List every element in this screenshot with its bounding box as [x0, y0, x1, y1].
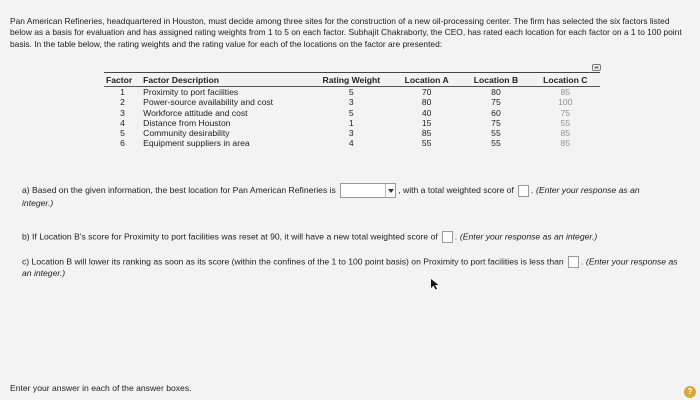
table-row [104, 138, 600, 148]
copy-table-icon[interactable] [592, 64, 601, 71]
cell-location-a: 80 [421, 97, 432, 108]
header-location-a: Location A [392, 73, 461, 87]
cell-weight: 4 [348, 138, 354, 149]
best-location-select[interactable] [340, 183, 396, 198]
weighted-score-input[interactable] [518, 185, 529, 197]
question-c [22, 256, 682, 280]
cell-location-c: 85 [560, 87, 571, 98]
footer-instruction: Enter your answer in each of the answer boxes. [10, 383, 192, 393]
header-factor: Factor [104, 73, 141, 87]
question-b-suffix: . (Enter your response as an integer.) [455, 231, 598, 242]
cell-location-a: 55 [421, 138, 432, 149]
table-row [104, 108, 600, 118]
cell-weight: 1 [348, 117, 354, 128]
cell-location-b: 55 [491, 138, 501, 149]
cell-weight: 3 [348, 128, 354, 139]
question-c-prefix: c) Location B will lower its ranking as soon as its score (within the confines of the 1 to 100 point basis) on Proximity to port facilities is less than [22, 256, 564, 267]
question-a-prefix: a) Based on the given information, the best location for Pan American Refineries is [22, 184, 336, 195]
table-row [104, 97, 600, 107]
cell-location-a: 15 [421, 117, 432, 128]
cell-location-c: 85 [560, 128, 571, 139]
ratings-table-container [104, 72, 604, 148]
header-location-c: Location C [531, 73, 600, 87]
table-row [104, 128, 600, 138]
question-a-suffix: . (Enter your response as an integer.) [22, 184, 640, 208]
help-icon[interactable]: ? [684, 386, 696, 398]
question-b-prefix: b) If Location B's score for Proximity to port facilities was reset at 90, it will have a new total weighted score of [22, 231, 438, 242]
ratings-table [104, 73, 600, 148]
problem-intro: Pan American Refineries, headquartered in Houston, must decide among three sites for the construction of a new oil-processing center. The firm has selected the six factors listed below as a basis for evaluation and has assigned rating weights from 1 to 5 on each factor. Subhajit Chakraborty, the CEO, has rated each location for each factor on a 1 to 100 point basis. In the table below, the rating weights and the rating value for each of the locations on the factor are presented: [10, 16, 682, 49]
cell-location-c: 75 [560, 107, 571, 118]
cell-location-b: 80 [491, 87, 501, 98]
question-a-middle: , with a total weighted score of [398, 184, 514, 195]
table-row [104, 118, 600, 128]
cell-weight: 3 [348, 97, 354, 108]
table-row [104, 87, 600, 98]
cell-factor: 2 [120, 97, 125, 108]
dropdown-arrow-icon[interactable] [385, 184, 395, 197]
cell-location-c: 85 [560, 138, 571, 149]
question-b [22, 231, 682, 243]
cell-description: Community desirability [143, 128, 230, 139]
cell-location-a: 70 [421, 87, 432, 98]
cell-description: Power-source availability and cost [143, 97, 274, 108]
cell-location-c: 100 [558, 97, 573, 108]
cell-factor: 5 [120, 128, 125, 139]
cell-factor: 3 [120, 107, 125, 118]
cell-location-b: 75 [491, 97, 501, 108]
cell-weight: 5 [348, 87, 354, 98]
cell-description: Distance from Houston [143, 117, 231, 128]
question-c-suffix: . (Enter your response as an integer.) [22, 256, 678, 278]
cell-location-b: 75 [491, 117, 501, 128]
cell-description: Equipment suppliers in area [143, 138, 250, 149]
cell-description: Workforce attitude and cost [143, 107, 248, 118]
table-header-row [104, 73, 600, 87]
cell-location-c: 55 [560, 117, 571, 128]
threshold-score-input[interactable] [568, 256, 579, 268]
cell-location-a: 85 [421, 128, 432, 139]
cell-factor: 1 [120, 87, 125, 98]
question-a [22, 183, 662, 210]
mouse-pointer-icon [430, 278, 439, 290]
cell-factor: 4 [120, 117, 125, 128]
cell-weight: 5 [348, 107, 354, 118]
header-location-b: Location B [461, 73, 530, 87]
new-score-input[interactable] [442, 231, 453, 243]
cell-location-a: 40 [421, 107, 432, 118]
cell-description: Proximity to port facilities [143, 87, 239, 98]
header-weight: Rating Weight [311, 73, 392, 87]
cell-location-b: 55 [491, 128, 501, 139]
cell-location-b: 60 [491, 107, 501, 118]
header-description: Factor Description [141, 73, 310, 87]
cell-factor: 6 [120, 138, 125, 149]
